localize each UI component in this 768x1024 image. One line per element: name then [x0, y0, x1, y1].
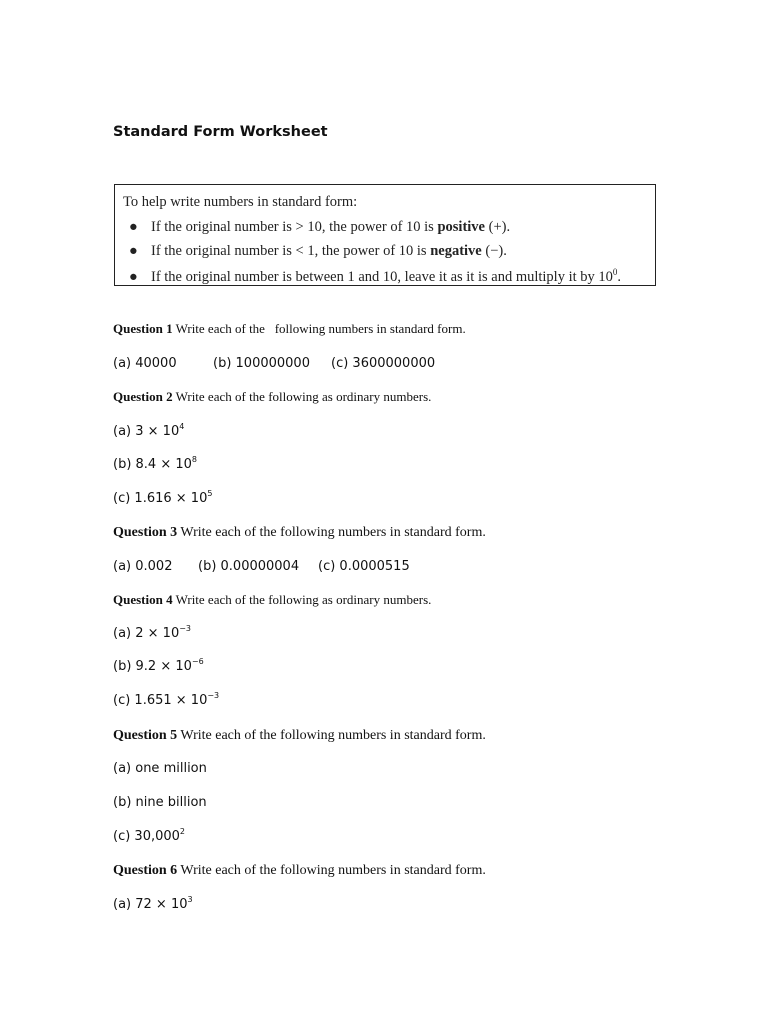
page-title: Standard Form Worksheet [113, 124, 328, 140]
question-label: Question 3 [113, 525, 178, 540]
question-heading [113, 863, 486, 879]
question-label: Question 6 [113, 863, 178, 878]
question-heading [113, 525, 486, 541]
rule-text: (−). [481, 243, 507, 259]
question-part: (a) $3 \times 10^4$ [113, 422, 185, 439]
rule-item [129, 243, 507, 260]
bullet-icon: ● [129, 268, 138, 285]
question-heading [113, 321, 466, 337]
rule-text: If the original number is > 10, the power of 10 is [151, 219, 438, 235]
question-text: Write each of the following numbers in standard form. [177, 863, 486, 878]
rule-text: . [617, 268, 622, 285]
rules-intro: To help write numbers in standard form: [123, 194, 358, 210]
question-text: Write each of the following as ordinary numbers. [172, 389, 432, 404]
bullet-icon: ● [129, 243, 138, 259]
question-part: (b) 0.00000004 [198, 559, 300, 574]
bullet-icon: ● [129, 219, 138, 235]
question-part: (a) $2 \times 10^{-3}$ [113, 624, 192, 641]
question-heading [113, 389, 431, 405]
rule-emphasis: positive [437, 219, 485, 235]
question-label: Question 5 [113, 728, 178, 743]
rule-superscript: 0 [612, 267, 618, 277]
rules-box [114, 184, 656, 286]
question-text: Write each of the following numbers in standard form. [177, 728, 486, 743]
question-part: (b) nine billion [113, 795, 207, 810]
question-text: Write each of the following numbers in standard form. [177, 525, 486, 540]
question-part: (b) $8.4 \times 10^8$ [113, 455, 197, 472]
rule-item [129, 267, 621, 286]
rule-text: If the original number is < 1, the power of 10 is [151, 243, 431, 259]
question-part: (b) $9.2 \times 10^{-6}$ [113, 657, 204, 674]
question-part: (b) 100000000 [213, 356, 310, 371]
question-part: (c) $1.651 \times 10^{-3}$ [113, 691, 220, 708]
rule-text: (+). [484, 219, 511, 235]
question-heading [113, 728, 486, 744]
question-heading [113, 592, 431, 608]
rule-emphasis: negative [430, 243, 482, 259]
rule-item [129, 219, 510, 236]
question-part: (c) 0.0000515 [318, 559, 410, 574]
question-part: (a) one million [113, 761, 207, 776]
question-part: (c) 30,000$^2$ [113, 827, 186, 844]
question-part: (c) 3600000000 [331, 356, 436, 371]
question-part: (a) 40000 [113, 356, 177, 371]
question-part: (c) $1.616 \times 10^5$ [113, 489, 213, 506]
question-part: (a) $72 \times 10^3$ [113, 895, 193, 912]
question-part: (a) 0.002 [113, 559, 173, 574]
rule-text: If the original number is between 1 and 10, leave it as it is and multiply it by 10 [151, 268, 613, 285]
question-label: Question 1 [113, 321, 173, 336]
question-label: Question 2 [113, 389, 173, 404]
question-text: Write each of the following as ordinary numbers. [172, 592, 432, 607]
question-text: Write each of the following numbers in standard form. [172, 321, 466, 336]
question-label: Question 4 [113, 592, 173, 607]
